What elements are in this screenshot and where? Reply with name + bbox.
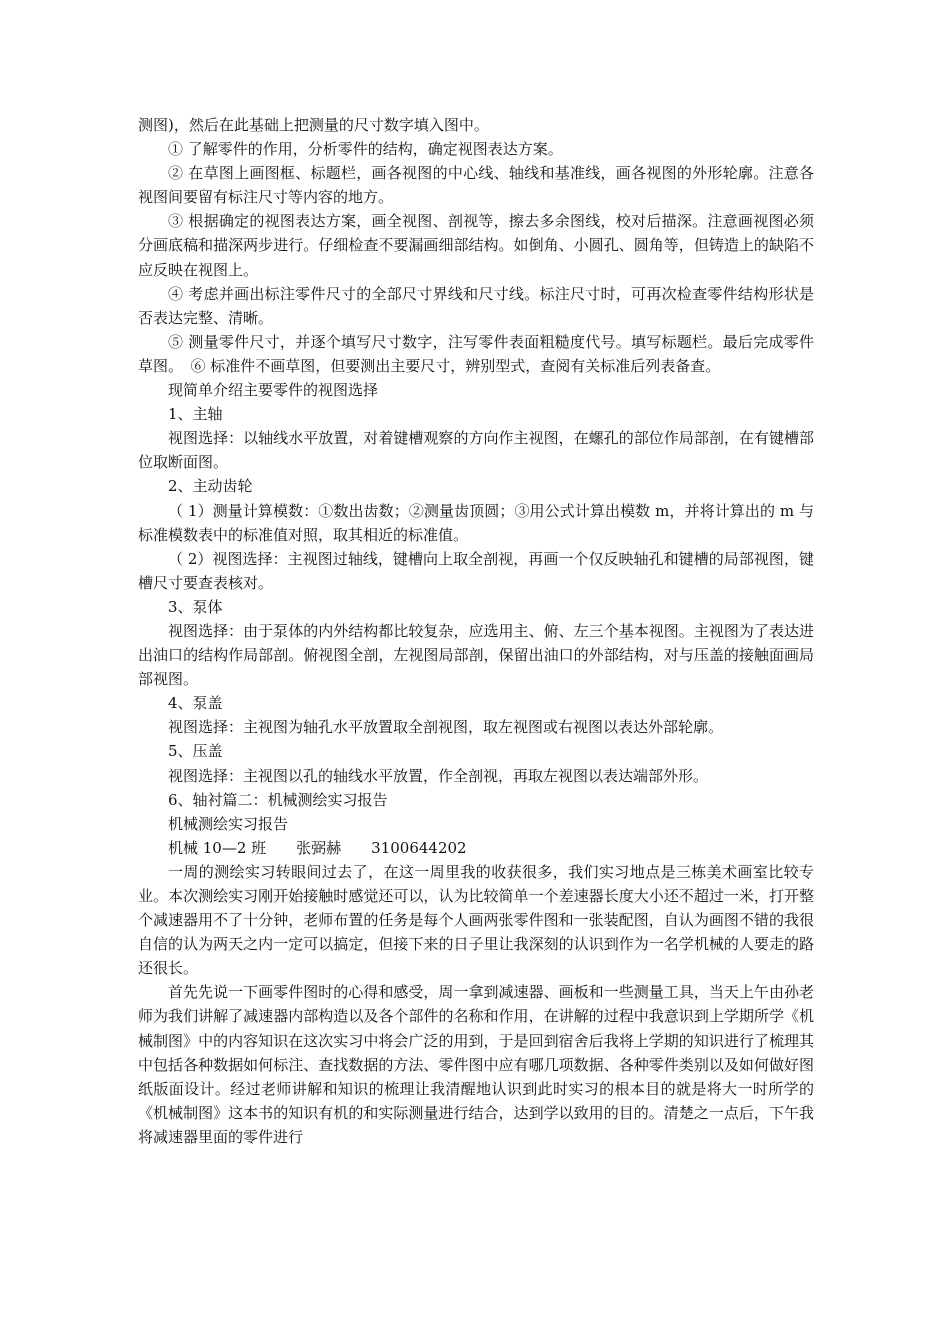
heading-gland: 5、压盖 xyxy=(168,742,223,761)
pump-body-text: 视图选择：由于泵体的内外结构都比较复杂，应选用主、俯、左三个基本视图。主视图为了表达进出油口的结构作局部剖。俯视图全剖，左视图局部剖，保留出油口的外部结构，对与压盖的接触面画局部视图。 xyxy=(138,621,814,689)
step-4: ④ 考虑并画出标注零件尺寸的全部尺寸界线和尺寸线。标注尺寸时，可再次检查零件结构形状是否表达完整、清晰。 xyxy=(138,284,814,327)
step-2: ② 在草图上画图框、标题栏，画各视图的中心线、轴线和基准线，画各视图的外形轮廓。注意各视图间要留有标注尺寸等内容的地方。 xyxy=(138,164,814,207)
main-shaft-text: 视图选择：以轴线水平放置，对着键槽观察的方向作主视图，在螺孔的部位作局部剖，在有键槽部位取断面图。 xyxy=(138,429,814,472)
heading-pump-cover: 4、泵盖 xyxy=(168,694,223,713)
heading-main-shaft: 1、主轴 xyxy=(168,405,223,424)
report-paragraph-2: 首先先说一下画零件图时的心得和感受，周一拿到减速器、画板和一些测量工具，当天上午由孙老师为我们讲解了减速器内部构造以及各个部件的名称和作用，在讲解的过程中我意识到上学期所学《机械制图》中的内容知识在这次实习中将会广泛的用到，于是回到宿舍后我将上学期的知识进行了梳理其中包括各种数据如何标注、查找数据的方法、零件图中应有哪几项数据、各种零件类别以及如何做好图纸版面设计。经过老师讲解和知识的梳理让我清醒地认识到此时实习的根本目的就是将大一时所学的《机械制图》这本书的知识有机的和实际测量进行结合，达到学以致用的目的。清楚之一点后，下午我将减速器里面的零件进行 xyxy=(138,983,814,1146)
step-5-6: ⑤ 测量零件尺寸，并逐个填写尺寸数字，注写零件表面粗糙度代号。填写标题栏。最后完成零件草图。 ⑥ 标准件不画草图，但要测出主要尺寸，辨别型式，查阅有关标准后列表备查。 xyxy=(138,332,814,375)
paragraph-continuation: 测图)，然后在此基础上把测量的尺寸数字填入图中。 xyxy=(138,116,489,134)
intro-view-selection: 现简单介绍主要零件的视图选择 xyxy=(168,381,379,400)
heading-pump-body: 3、泵体 xyxy=(168,597,223,616)
heading-bushing-part2: 6、轴衬篇二：机械测绘实习报告 xyxy=(168,790,388,809)
gland-text: 视图选择：主视图以孔的轴线水平放置，作全剖视，再取左视图以表达端部外形。 xyxy=(168,766,709,785)
author-line: 机械 10—2 班 张弼赫 3100644202 xyxy=(168,838,467,857)
step-1: ① 了解零件的作用，分析零件的结构，确定视图表达方案。 xyxy=(168,140,563,159)
heading-driving-gear: 2、主动齿轮 xyxy=(168,477,253,496)
report-title: 机械测绘实习报告 xyxy=(168,814,289,833)
driving-gear-item-2: （ 2）视图选择：主视图过轴线，键槽向上取全剖视，再画一个仅反映轴孔和键槽的局部视图，键槽尺寸要查表核对。 xyxy=(138,549,814,592)
document-page xyxy=(138,113,814,1149)
report-paragraph-1: 一周的测绘实习转眼间过去了，在这一周里我的收获很多，我们实习地点是三栋美术画室比较专业。本次测绘实习刚开始接触时感觉还可以，认为比较简单一个差速器长度大小还不超过一米，打开整个减速器用不了十分钟，老师布置的任务是每个人画两张零件图和一张装配图，自认为画图不错的我很自信的认为两天之内一定可以搞定，但接下来的日子里让我深刻的认识到作为一名学机械的人要走的路还很长。 xyxy=(138,862,814,978)
step-3: ③ 根据确定的视图表达方案，画全视图、剖视等，擦去多余图线，校对后描深。注意画视图必须分画底稿和描深两步进行。仔细检查不要漏画细部结构。如倒角、小圆孔、圆角等，但铸造上的缺陷不应反映在视图上。 xyxy=(138,212,814,279)
driving-gear-item-1: （ 1）测量计算模数：①数出齿数；②测量齿顶圆；③用公式计算出模数 m，并将计算出的 m 与标准模数表中的标准值对照，取其相近的标准值。 xyxy=(138,501,814,544)
pump-cover-text: 视图选择：主视图为轴孔水平放置取全剖视图，取左视图或右视图以表达外部轮廓。 xyxy=(168,718,724,737)
